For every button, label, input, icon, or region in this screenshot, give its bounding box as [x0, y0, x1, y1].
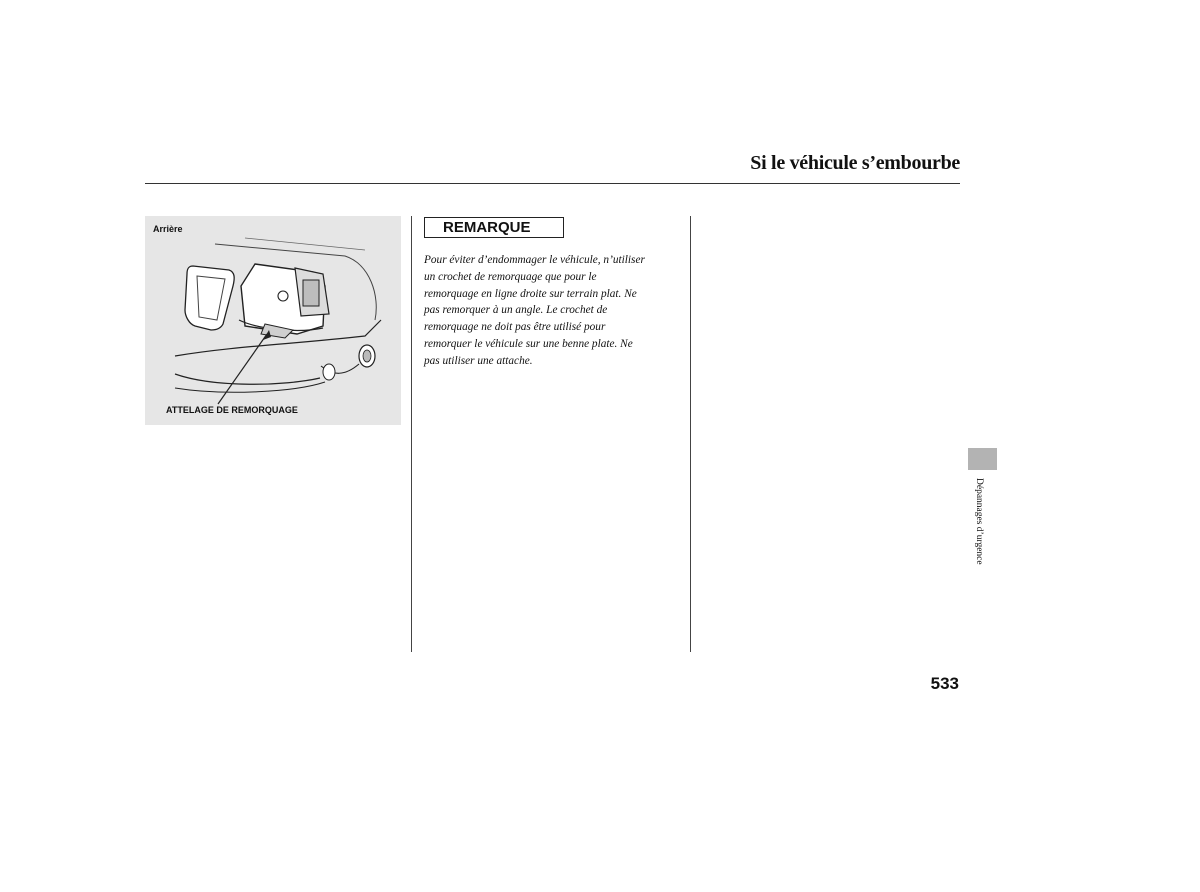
notice-line: remorquage ne doit pas être utilisé pour	[424, 321, 606, 334]
notice-line: remorquer le véhicule sur une benne plate. Ne	[424, 337, 633, 350]
tow-hook-illustration	[145, 216, 401, 425]
notice-line: un crochet de remorquage que pour le	[424, 270, 597, 283]
title-divider	[145, 183, 960, 184]
figure-caption-rear: Arrière	[153, 224, 183, 234]
notice-label: REMARQUE	[424, 217, 564, 238]
page-number: 533	[930, 674, 959, 693]
column-divider-right	[690, 216, 691, 652]
notice-line: remorquage en ligne droite sur terrain plat. Ne	[424, 287, 637, 300]
figure-caption-hitch: ATTELAGE DE REMORQUAGE	[166, 405, 298, 415]
notice-text	[424, 252, 684, 370]
section-tab-label: Dépannages d’urgence	[974, 478, 984, 565]
column-divider-left	[411, 216, 412, 652]
section-tab-marker	[968, 448, 997, 470]
tow-hitch-drawing	[145, 216, 401, 425]
notice-line: Pour éviter d’endommager le véhicule, n’utiliser	[424, 254, 645, 266]
page-title: Si le véhicule s’embourbe	[750, 152, 960, 174]
notice-line: pas remorquer à un angle. Le crochet de	[424, 304, 608, 317]
notice-line: pas utiliser une attache.	[424, 354, 533, 367]
